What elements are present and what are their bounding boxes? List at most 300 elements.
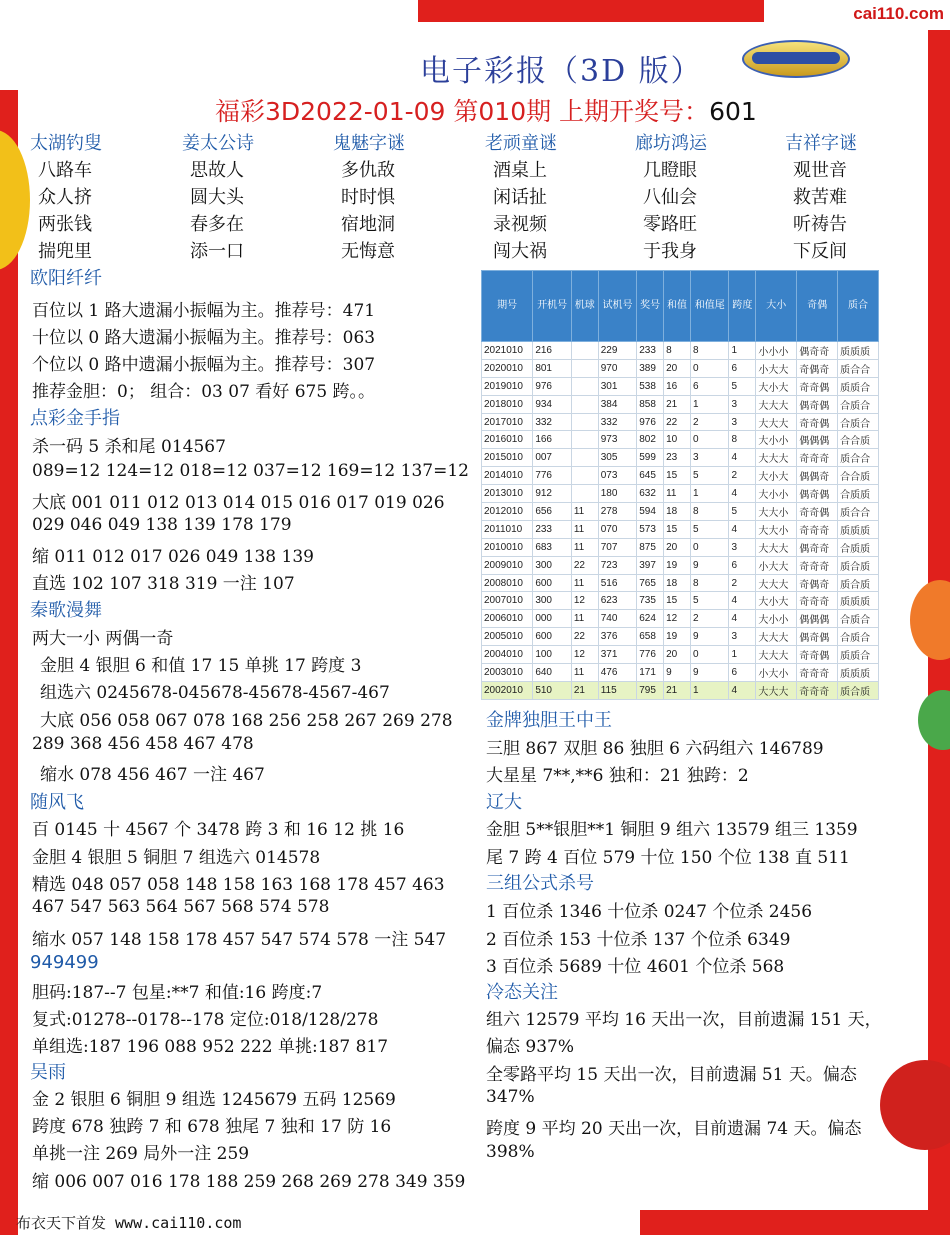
table-row <box>482 377 879 395</box>
table-cell: 奇偶奇 <box>797 574 838 592</box>
table-cell: 11 <box>571 574 598 592</box>
table-cell: 22 <box>571 556 598 574</box>
table-cell: 976 <box>637 413 664 431</box>
site-url[interactable]: cai110.com <box>853 4 944 23</box>
table-cell: 4 <box>729 485 756 503</box>
riddle-item: 酒桌上 <box>493 160 547 181</box>
column-header: 和值 <box>664 271 691 342</box>
table-cell: 976 <box>533 377 572 395</box>
table-cell: 2008010 <box>482 574 533 592</box>
table-cell: 小小小 <box>756 342 797 360</box>
table-cell: 3 <box>729 628 756 646</box>
section-title: 点彩金手指 <box>30 408 120 429</box>
text-line: 个位以 0 路中遗漏小振幅为主。推荐号：307 <box>32 355 376 375</box>
table-cell: 20 <box>664 538 691 556</box>
section-title: 三组公式杀号 <box>486 873 594 894</box>
table-cell: 8 <box>690 574 729 592</box>
table-cell: 质合合 <box>838 449 879 467</box>
table-cell: 510 <box>533 681 572 699</box>
text-line: 三胆 867 双胆 86 独胆 6 六码组六 146789 <box>486 739 824 759</box>
table-cell: 0 <box>690 431 729 449</box>
table-cell: 776 <box>637 646 664 664</box>
table-cell: 278 <box>598 503 637 521</box>
riddle-item: 揣兜里 <box>38 241 92 262</box>
table-cell: 大小大 <box>756 592 797 610</box>
table-cell: 质合质 <box>838 681 879 699</box>
riddle-header: 鬼魅字谜 <box>333 133 405 154</box>
table-cell: 2009010 <box>482 556 533 574</box>
table-cell: 180 <box>598 485 637 503</box>
table-cell: 2021010 <box>482 342 533 360</box>
table-cell: 18 <box>664 503 691 521</box>
table-cell: 656 <box>533 503 572 521</box>
table-cell: 21 <box>571 681 598 699</box>
table-cell: 质合质 <box>838 556 879 574</box>
table-cell: 质质合 <box>838 377 879 395</box>
text-line: 大星星 7**,**6 独和：21 独跨：2 <box>486 766 749 786</box>
table-row <box>482 646 879 664</box>
table-cell: 大小小 <box>756 431 797 449</box>
table-cell: 5 <box>690 520 729 538</box>
riddle-item: 思故人 <box>190 160 244 181</box>
table-cell: 0 <box>690 538 729 556</box>
riddle-header: 姜太公诗 <box>182 133 254 154</box>
table-cell: 2004010 <box>482 646 533 664</box>
table-cell: 970 <box>598 359 637 377</box>
table-cell: 9 <box>690 628 729 646</box>
table-cell: 3 <box>729 395 756 413</box>
table-cell: 偶奇偶 <box>797 628 838 646</box>
riddle-column <box>182 130 322 265</box>
table-cell: 6 <box>729 664 756 682</box>
table-cell: 371 <box>598 646 637 664</box>
riddle-item: 闲话扯 <box>493 187 547 208</box>
table-cell: 100 <box>533 646 572 664</box>
table-cell: 大小大 <box>756 377 797 395</box>
table-cell: 2010010 <box>482 538 533 556</box>
table-cell: 4 <box>729 592 756 610</box>
table-cell: 质合合 <box>838 503 879 521</box>
table-cell: 偶偶偶 <box>797 431 838 449</box>
table-cell <box>571 395 598 413</box>
text-line: 缩水 057 148 158 178 457 547 574 578 一注 547 <box>32 930 447 950</box>
table-row <box>482 449 879 467</box>
table-cell: 934 <box>533 395 572 413</box>
table-cell: 9 <box>664 664 691 682</box>
table-cell: 2006010 <box>482 610 533 628</box>
table-cell: 大大大 <box>756 628 797 646</box>
table-cell: 2 <box>690 413 729 431</box>
table-cell: 8 <box>690 503 729 521</box>
table-cell: 22 <box>664 413 691 431</box>
table-cell: 476 <box>598 664 637 682</box>
table-cell: 166 <box>533 431 572 449</box>
column-header: 试机号 <box>598 271 637 342</box>
text-line: 精选 048 057 058 148 158 163 168 178 457 463 <box>32 875 445 895</box>
table-cell: 2012010 <box>482 503 533 521</box>
table-row <box>482 592 879 610</box>
table-cell: 0 <box>690 646 729 664</box>
section-title: 冷态关注 <box>486 982 558 1003</box>
column-header: 质合 <box>838 271 879 342</box>
table-cell: 大大大 <box>756 538 797 556</box>
table-cell: 大大大 <box>756 413 797 431</box>
section-title: 随风飞 <box>30 792 84 813</box>
riddle-item: 几瞪眼 <box>643 160 697 181</box>
text-line: 2 百位杀 153 十位杀 137 个位杀 6349 <box>486 930 791 950</box>
table-cell: 6 <box>729 556 756 574</box>
table-cell: 683 <box>533 538 572 556</box>
column-header: 奖号 <box>637 271 664 342</box>
page-title: 电子彩报（3D 版） <box>420 54 703 89</box>
table-cell: 19 <box>664 556 691 574</box>
table-cell: 765 <box>637 574 664 592</box>
text-line: 单挑一注 269 局外一注 259 <box>32 1144 250 1164</box>
column-header: 开机号 <box>533 271 572 342</box>
table-row <box>482 664 879 682</box>
riddle-item: 时时惧 <box>341 187 395 208</box>
table-cell: 大大小 <box>756 520 797 538</box>
table-cell: 2 <box>729 574 756 592</box>
table-cell: 偶偶奇 <box>797 467 838 485</box>
table-cell: 大小小 <box>756 485 797 503</box>
table-cell: 1 <box>690 681 729 699</box>
table-cell: 5 <box>690 467 729 485</box>
table-header-row <box>482 271 879 342</box>
table-cell: 11 <box>571 520 598 538</box>
table-cell: 4 <box>729 610 756 628</box>
table-cell: 质合质 <box>838 574 879 592</box>
table-row <box>482 556 879 574</box>
table-cell: 397 <box>637 556 664 574</box>
red-ball-decoration <box>880 1060 950 1150</box>
table-cell: 20 <box>664 646 691 664</box>
table-cell: 0 <box>690 359 729 377</box>
table-cell: 11 <box>571 538 598 556</box>
table-cell: 389 <box>637 359 664 377</box>
table-cell: 007 <box>533 449 572 467</box>
table-cell: 合质合 <box>838 610 879 628</box>
table-cell: 质质质 <box>838 520 879 538</box>
table-cell: 奇奇奇 <box>797 449 838 467</box>
table-cell: 707 <box>598 538 637 556</box>
table-row <box>482 342 879 360</box>
table-cell: 11 <box>571 503 598 521</box>
table-cell <box>571 449 598 467</box>
riddle-item: 无悔意 <box>341 241 395 262</box>
table-cell: 229 <box>598 342 637 360</box>
text-line: 289 368 456 458 467 478 <box>32 734 254 754</box>
text-line: 缩 006 007 016 178 188 259 268 269 278 349 359 <box>32 1172 466 1192</box>
text-line: 组选六 0245678-045678-45678-4567-467 <box>40 683 390 703</box>
table-cell: 2007010 <box>482 592 533 610</box>
table-cell: 小大小 <box>756 664 797 682</box>
column-header: 跨度 <box>729 271 756 342</box>
table-cell: 6 <box>690 377 729 395</box>
table-cell: 大大小 <box>756 503 797 521</box>
column-header: 和值尾 <box>690 271 729 342</box>
text-line: 089=12 124=12 018=12 037=12 169=12 137=12 <box>32 461 469 481</box>
table-cell: 623 <box>598 592 637 610</box>
text-line: 金 2 银胆 6 铜胆 9 组选 1245679 五码 12569 <box>32 1090 396 1110</box>
table-cell: 1 <box>690 395 729 413</box>
text-line: 1 百位杀 1346 十位杀 0247 个位杀 2456 <box>486 902 813 922</box>
text-line: 单组选:187 196 088 952 222 单挑:187 817 <box>32 1037 389 1057</box>
table-cell: 偶奇奇 <box>797 342 838 360</box>
table-cell: 20 <box>664 359 691 377</box>
text-line: 3 百位杀 5689 十位 4601 个位杀 568 <box>486 957 785 977</box>
top-red-band <box>418 0 764 22</box>
riddle-header: 廊坊鸿运 <box>635 133 707 154</box>
footer-credit: 布衣天下首发 www.cai110.com <box>16 1214 242 1232</box>
table-row <box>482 485 879 503</box>
table-cell: 600 <box>533 574 572 592</box>
table-cell: 600 <box>533 628 572 646</box>
table-cell: 516 <box>598 574 637 592</box>
table-cell <box>571 467 598 485</box>
table-cell: 332 <box>533 413 572 431</box>
column-header: 期号 <box>482 271 533 342</box>
riddle-header: 太湖钓叟 <box>30 133 102 154</box>
table-cell: 奇奇奇 <box>797 556 838 574</box>
issue-subtitle <box>215 92 757 128</box>
table-cell: 偶奇偶 <box>797 485 838 503</box>
section-title: 欧阳纤纤 <box>30 268 102 289</box>
text-line: 百位以 1 路大遗漏小振幅为主。推荐号：471 <box>32 301 376 321</box>
table-cell: 5 <box>729 377 756 395</box>
table-cell: 115 <box>598 681 637 699</box>
table-cell <box>571 377 598 395</box>
table-row <box>482 503 879 521</box>
riddle-item: 救苦难 <box>793 187 847 208</box>
table-cell: 11 <box>664 485 691 503</box>
table-cell <box>571 431 598 449</box>
table-cell: 偶偶偶 <box>797 610 838 628</box>
table-row <box>482 359 879 377</box>
table-cell: 2020010 <box>482 359 533 377</box>
table-cell <box>571 485 598 503</box>
table-cell: 奇奇偶 <box>797 503 838 521</box>
text-line: 398% <box>486 1142 535 1162</box>
table-row <box>482 574 879 592</box>
bottom-red-band <box>640 1210 950 1235</box>
table-cell: 奇奇偶 <box>797 413 838 431</box>
table-cell: 15 <box>664 467 691 485</box>
table-cell: 233 <box>637 342 664 360</box>
table-cell <box>571 413 598 431</box>
riddle-item: 多仇敌 <box>341 160 395 181</box>
section-title: 秦歌漫舞 <box>30 600 102 621</box>
history-table <box>481 270 879 700</box>
table-cell: 073 <box>598 467 637 485</box>
table-cell: 21 <box>664 395 691 413</box>
riddle-item: 于我身 <box>643 241 697 262</box>
table-cell: 875 <box>637 538 664 556</box>
table-cell: 858 <box>637 395 664 413</box>
table-cell: 质质合 <box>838 646 879 664</box>
table-cell: 19 <box>664 628 691 646</box>
riddle-column <box>635 130 775 265</box>
table-cell: 640 <box>533 664 572 682</box>
table-cell: 300 <box>533 556 572 574</box>
table-cell: 1 <box>690 485 729 503</box>
table-cell: 合质质 <box>838 485 879 503</box>
table-cell: 质质质 <box>838 592 879 610</box>
riddle-item: 圆大头 <box>190 187 244 208</box>
table-cell: 偶奇奇 <box>797 538 838 556</box>
riddle-item: 录视频 <box>493 214 547 235</box>
table-cell: 11 <box>571 610 598 628</box>
table-cell: 21 <box>664 681 691 699</box>
riddle-item: 众人挤 <box>38 187 92 208</box>
riddle-item: 八路车 <box>38 160 92 181</box>
table-cell: 4 <box>729 449 756 467</box>
table-row <box>482 467 879 485</box>
table-cell: 624 <box>637 610 664 628</box>
riddle-item: 闯大祸 <box>493 241 547 262</box>
table-cell: 2019010 <box>482 377 533 395</box>
table-cell: 973 <box>598 431 637 449</box>
table-cell: 奇偶奇 <box>797 359 838 377</box>
table-cell: 18 <box>664 574 691 592</box>
table-cell: 2003010 <box>482 664 533 682</box>
riddle-item: 零路旺 <box>643 214 697 235</box>
table-cell: 000 <box>533 610 572 628</box>
table-cell: 12 <box>664 610 691 628</box>
table-cell <box>571 342 598 360</box>
table-cell: 大大大 <box>756 646 797 664</box>
table-cell: 奇奇偶 <box>797 377 838 395</box>
text-line: 全零路平均 15 天出一次，目前遗漏 51 天。偏态 <box>486 1065 857 1085</box>
text-line: 金胆 4 银胆 6 和值 17 15 单挑 17 跨度 3 <box>40 656 362 676</box>
table-cell: 小大大 <box>756 359 797 377</box>
text-line: 金胆 5**银胆**1 铜胆 9 组六 13579 组三 1359 <box>486 820 858 840</box>
table-cell: 12 <box>571 646 598 664</box>
table-cell: 1 <box>729 646 756 664</box>
column-header: 机球 <box>571 271 598 342</box>
text-line: 029 046 049 138 139 178 179 <box>32 515 292 535</box>
table-cell: 大大大 <box>756 681 797 699</box>
text-line: 组六 12579 平均 16 天出一次，目前遗漏 151 天， <box>486 1010 882 1030</box>
table-cell: 8 <box>690 342 729 360</box>
table-cell: 合合质 <box>838 467 879 485</box>
table-row <box>482 681 879 699</box>
table-cell: 599 <box>637 449 664 467</box>
table-cell: 2005010 <box>482 628 533 646</box>
table-cell: 大大大 <box>756 574 797 592</box>
text-line: 跨度 9 平均 20 天出一次，目前遗漏 74 天。偏态 <box>486 1119 862 1139</box>
table-row <box>482 538 879 556</box>
table-cell: 合合质 <box>838 431 879 449</box>
text-line: 尾 7 跨 4 百位 579 十位 150 个位 138 直 511 <box>486 848 850 868</box>
table-cell <box>571 359 598 377</box>
table-cell: 2018010 <box>482 395 533 413</box>
table-cell: 795 <box>637 681 664 699</box>
table-cell: 合质合 <box>838 395 879 413</box>
text-line: 百 0145 十 4567 个 3478 跨 3 和 16 12 挑 16 <box>32 820 405 840</box>
text-line: 杀一码 5 杀和尾 014567 <box>32 437 226 457</box>
riddle-item: 八仙会 <box>643 187 697 208</box>
table-cell: 15 <box>664 592 691 610</box>
table-cell: 300 <box>533 592 572 610</box>
riddle-item: 两张钱 <box>38 214 92 235</box>
riddle-column <box>485 130 625 265</box>
table-cell: 2011010 <box>482 520 533 538</box>
yellow-ball-decoration <box>0 130 30 270</box>
table-cell: 1 <box>729 342 756 360</box>
table-cell: 171 <box>637 664 664 682</box>
text-line: 复式:01278--0178--178 定位:018/128/278 <box>32 1010 379 1030</box>
green-ball-decoration <box>918 690 950 750</box>
table-cell: 632 <box>637 485 664 503</box>
table-cell: 645 <box>637 467 664 485</box>
text-line: 347% <box>486 1087 535 1107</box>
table-cell: 大大大 <box>756 449 797 467</box>
table-cell: 735 <box>637 592 664 610</box>
table-cell: 216 <box>533 342 572 360</box>
riddle-column <box>333 130 473 265</box>
table-row <box>482 413 879 431</box>
table-cell: 2016010 <box>482 431 533 449</box>
table-row <box>482 395 879 413</box>
table-cell: 740 <box>598 610 637 628</box>
table-cell: 376 <box>598 628 637 646</box>
table-cell: 9 <box>690 556 729 574</box>
riddle-item: 观世音 <box>793 160 847 181</box>
table-cell: 大小小 <box>756 610 797 628</box>
table-cell: 3 <box>729 538 756 556</box>
text-line: 缩 011 012 017 026 049 138 139 <box>32 547 314 567</box>
riddle-header: 吉祥字谜 <box>785 133 857 154</box>
table-cell: 8 <box>664 342 691 360</box>
table-cell: 801 <box>533 359 572 377</box>
table-cell: 质质质 <box>838 664 879 682</box>
section-title: 949499 <box>30 952 99 973</box>
table-cell: 5 <box>690 592 729 610</box>
table-cell: 12 <box>571 592 598 610</box>
section-title: 金牌独胆王中王 <box>486 710 612 731</box>
table-cell: 11 <box>571 664 598 682</box>
table-cell: 3 <box>729 413 756 431</box>
text-line: 直选 102 107 318 319 一注 107 <box>32 574 295 594</box>
table-cell: 9 <box>690 664 729 682</box>
table-cell: 912 <box>533 485 572 503</box>
table-row <box>482 628 879 646</box>
table-cell: 大大大 <box>756 395 797 413</box>
table-cell: 332 <box>598 413 637 431</box>
table-cell: 偶奇偶 <box>797 395 838 413</box>
table-cell: 16 <box>664 377 691 395</box>
table-cell: 070 <box>598 520 637 538</box>
text-line: 偏态 937% <box>486 1037 575 1057</box>
table-cell: 6 <box>729 359 756 377</box>
riddle-column <box>785 130 925 265</box>
text-line: 金胆 4 银胆 5 铜胆 7 组选六 014578 <box>32 848 321 868</box>
last-draw-number: 601 <box>709 97 757 126</box>
table-cell: 小大大 <box>756 556 797 574</box>
section-title: 吴雨 <box>30 1062 66 1083</box>
brand-logo <box>742 40 850 78</box>
riddle-item: 听祷告 <box>793 214 847 235</box>
riddle-item: 下反间 <box>793 241 847 262</box>
section-title: 辽大 <box>486 792 522 813</box>
text-line: 推荐金胆：0； 组合：03 07 看好 675 跨。。 <box>32 382 376 402</box>
table-cell: 776 <box>533 467 572 485</box>
orange-ball-decoration <box>910 580 950 660</box>
table-cell: 3 <box>690 449 729 467</box>
table-cell: 802 <box>637 431 664 449</box>
table-cell: 奇奇偶 <box>797 646 838 664</box>
